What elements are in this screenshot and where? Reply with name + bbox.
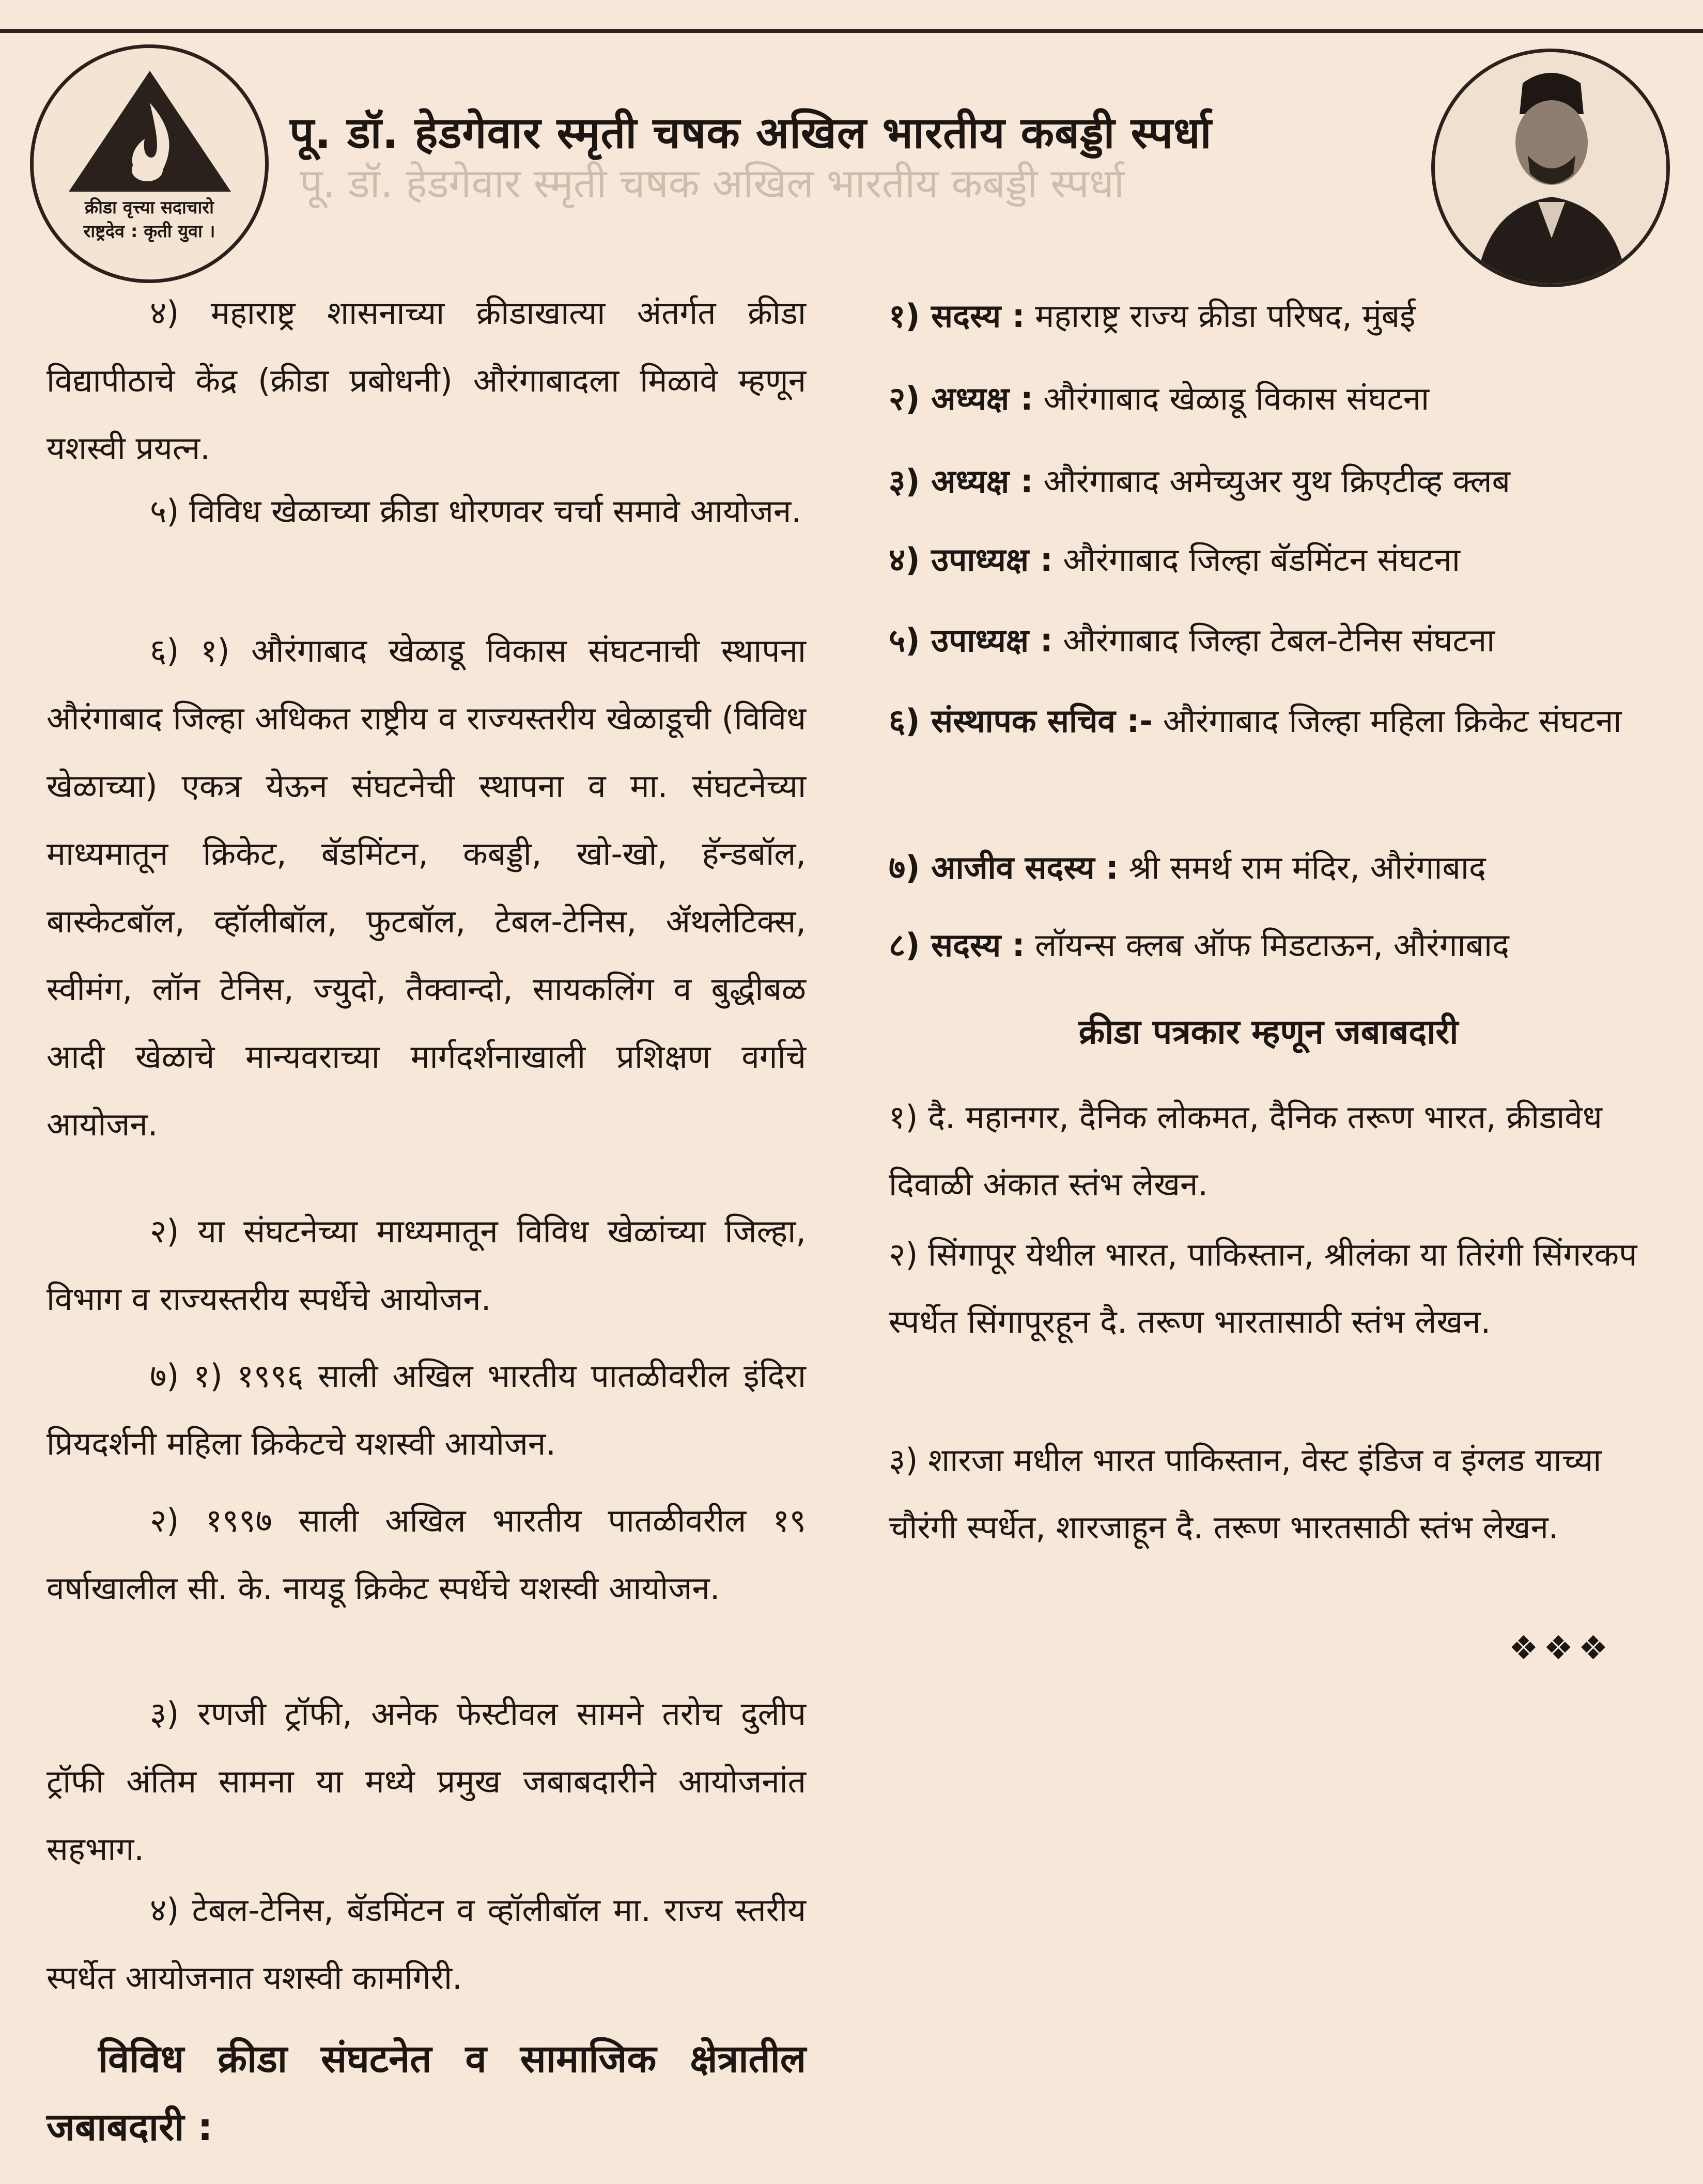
role-item: [889, 285, 1648, 347]
role-label: ५) उपाध्यक्ष :: [889, 621, 1053, 659]
logo-motto-line2: राष्ट्रदेव : कृती युवा ।: [83, 221, 215, 242]
role-text: औरंगाबाद जिल्हा टेबल-टेनिस संघटना: [1063, 621, 1495, 659]
role-item: [889, 610, 1648, 672]
paragraph-7-2: २) १९९७ साली अखिल भारतीय पातळीवरील १९ वर्षाखालील सी. के. नायडू क्रिकेट स्पर्धेचे यशस्वी आयोजन.: [47, 1502, 806, 1607]
role-text: औरंगाबाद जिल्हा महिला क्रिकेट संघटना: [1163, 702, 1622, 740]
flame-triangle-icon: [65, 67, 235, 196]
role-label: २) अध्यक्ष :: [889, 380, 1033, 417]
section-heading-organizations: विविध क्रीडा संघटनेत व सामाजिक क्षेत्रातील जबाबदारी :: [47, 2037, 806, 2149]
paragraph-6: ६) १) औरंगाबाद खेळाडू विकास संघटनाची स्थापना औरंगाबाद जिल्हा अधिकत राष्ट्रीय व राज्यस्तरीय खेळाडूची (विविध खेळाच्या) एकत्र येऊन संघटनेची स्थापना व मा. संघटनेच्या माध्यमातून क्रिकेट, बॅडमिंटन, कबड्डी, खो-खो, हॅन्डबॉल, बास्केटबॉल, व्हॉलीबॉल, फुटबॉल, टेबल-टेनिस, ॲथलेटिक्स, स्वीमंग, लॉन टेनिस, ज्युदो, तैक्वान्दो, सायकलिंग व बुद्धीबळ आदी खेळाचे मान्यवराच्या मार्गदर्शनाखाली प्रशिक्षण वर्गाचे आयोजन.: [47, 632, 806, 1143]
role-text: औरंगाबाद खेळाडू विकास संघटना: [1043, 380, 1430, 417]
journalist-item: १) दै. महानगर, दैनिक लोकमत, दैनिक तरूण भारत, क्रीडावेध दिवाळी अंकात स्तंभ लेखन.: [889, 1098, 1602, 1203]
journalist-item: ३) शारजा मधील भारत पाकिस्तान, वेस्ट इंडिज व इंग्लड याच्या चौरंगी स्पर्धेत, शारजाहून दै. तरूण भारतसाठी स्तंभ लेखन.: [889, 1441, 1602, 1546]
paragraph-7-4: ४) टेबल-टेनिस, बॅडमिंटन व व्हॉलीबॉल मा. राज्य स्तरीय स्पर्धेत आयोजनात यशस्वी कामगिरी.: [47, 1891, 806, 1996]
ornament-divider: ❖❖❖: [1509, 1629, 1614, 1667]
top-rule: [0, 29, 1703, 33]
page-title: पू. डॉ. हेडगेवार स्मृती चषक अखिल भारतीय कबड्डी स्पर्धा: [289, 107, 1212, 158]
role-text: लॉयन्स क्लब ऑफ मिडटाऊन, औरंगाबाद: [1035, 926, 1509, 964]
paragraph-6-2: २) या संघटनेच्या माध्यमातून विविध खेळांच्या जिल्हा, विभाग व राज्यस्तरीय स्पर्धेचे आयोजन.: [47, 1212, 806, 1318]
role-label: ४) उपाध्यक्ष :: [889, 541, 1053, 579]
role-text: औरंगाबाद जिल्हा बॅडमिंटन संघटना: [1063, 541, 1460, 579]
paragraph-4: ४) महाराष्ट्र शासनाच्या क्रीडाखात्या अंतर्गत क्रीडा विद्यापीठाचे केंद्र (क्रीडा प्रबोधनी) औरंगाबादला मिळावे म्हणून यशस्वी प्रयत्न.: [47, 294, 806, 467]
bleed-through-title: पू. डॉ. हेडगेवार स्मृती चषक अखिल भारतीय कबड्डी स्पर्धा: [300, 161, 1124, 207]
role-item: [889, 837, 1648, 899]
paragraph-7: ७) १) १९९६ साली अखिल भारतीय पातळीवरील इंदिरा प्रियदर्शनी महिला क्रिकेटचे यशस्वी आयोजन.: [47, 1357, 806, 1462]
role-label: १) सदस्य :: [889, 297, 1025, 335]
role-label: ६) संस्थापक सचिव :-: [889, 702, 1153, 740]
role-item: [889, 450, 1648, 512]
role-item: [889, 529, 1648, 591]
role-label: ७) आजीव सदस्य :: [889, 849, 1119, 886]
paragraph-5: ५) विविध खेळाच्या क्रीडा धोरणवर चर्चा समावे आयोजन.: [150, 492, 801, 530]
portrait-figure-icon: [1435, 52, 1666, 284]
page-header: [0, 33, 1703, 291]
role-text: औरंगाबाद अमेच्युअर युथ क्रिएटीव्ह क्लब: [1043, 462, 1510, 500]
paragraph-7-3: ३) रणजी ट्रॉफी, अनेक फेस्टीवल सामने तरोच दुलीप ट्रॉफी अंतिम सामना या मध्ये प्रमुख जबाबदारीने आयोजनांत सहभाग.: [47, 1695, 806, 1868]
role-label: ३) अध्यक्ष :: [889, 462, 1033, 500]
role-item: [889, 368, 1648, 430]
organization-logo: [30, 44, 269, 283]
role-label: ८) सदस्य :: [889, 926, 1025, 964]
role-item: [889, 914, 1648, 976]
portrait-photo: [1431, 49, 1670, 287]
role-text: महाराष्ट्र राज्य क्रीडा परिषद, मुंबई: [1035, 297, 1416, 335]
section-heading-journalist: क्रीडा पत्रकार म्हणून जबाबदारी: [1078, 1012, 1459, 1052]
role-text: श्री समर्थ राम मंदिर, औरंगाबाद: [1128, 849, 1486, 886]
journalist-item: २) सिंगापूर येथील भारत, पाकिस्तान, श्रीलंका या तिरंगी सिंगरकप स्पर्धेत सिंगापूरहून दै. तरूण भारतासाठी स्तंभ लेखन.: [889, 1236, 1637, 1340]
role-item: [889, 690, 1648, 752]
logo-motto: [34, 196, 265, 243]
logo-motto-line1: क्रीडा वृत्त्या सदाचारो: [85, 197, 214, 218]
